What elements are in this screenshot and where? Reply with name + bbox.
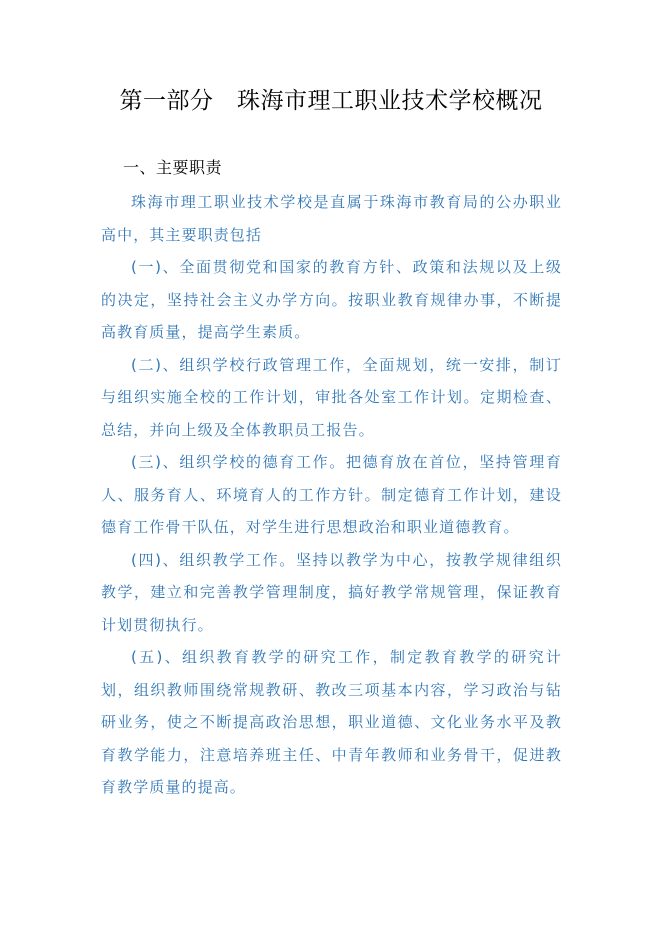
paragraph-duty-2: (二)、组织学校行政管理工作，全面规划，统一安排，制订与组织实施全校的工作计划，审批各处室工作计划。定期检查、总结，并向上级及全体教职员工报告。 (101, 355, 562, 439)
paragraph-duty-1: (一)、全面贯彻党和国家的教育方针、政策和法规以及上级的决定，坚持社会主义办学方向。按职业教育规律办事，不断提高教育质量，提高学生素质。 (101, 258, 562, 341)
paragraph-duty-4: (四)、组织教学工作。坚持以教学为中心，按教学规律组织教学，建立和完善教学管理制度，搞好教学常规管理，保证教育计划贯彻执行。 (101, 550, 562, 634)
paragraph-duty-5: (五)、组织教育教学的研究工作，制定教育教学的研究计划，组织教师围绕常规教研、教改三项基本内容，学习政治与钻研业务，使之不断提高政治思想，职业道德、文化业务水平及教育教学能力，注意培养班主任、中青年教师和业务骨干，促进教育教学质量的提高。 (101, 648, 562, 796)
paragraph-duty-3: (三)、组织学校的德育工作。把德育放在首位，坚持管理育人、服务育人、环境育人的工作方针。制定德育工作计划，建设德育工作骨干队伍，对学生进行思想政治和职业道德教育。 (101, 453, 562, 536)
page-title: 第一部分 珠海市理工职业技术学校概况 (119, 88, 543, 114)
paragraph-intro: 珠海市理工职业技术学校是直属于珠海市教育局的公办职业高中，其主要职责包括 (101, 193, 562, 244)
section-heading: 一、主要职责 (123, 158, 223, 177)
body-text (101, 186, 562, 804)
